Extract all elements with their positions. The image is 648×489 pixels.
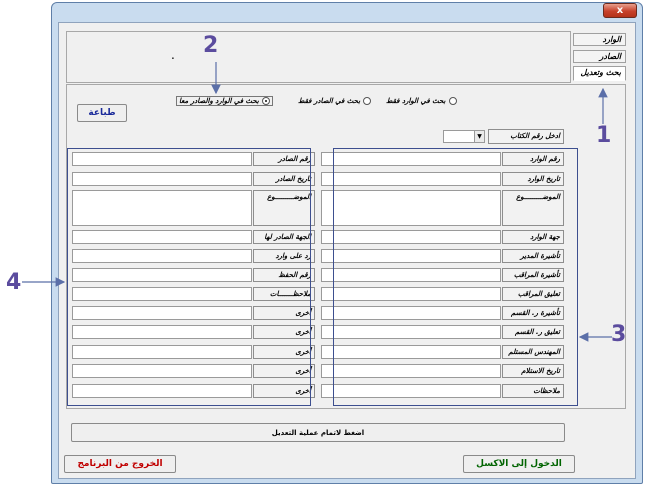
chevron-down-icon[interactable]: ▼ (474, 131, 484, 142)
incoming-label-11: ملاحظات (502, 384, 564, 398)
radio-incoming-only-label: بحث في الوارد فقط (386, 97, 446, 105)
outgoing-label-10: أخرى (253, 364, 315, 378)
incoming-label-7: تأشيرة ر. القسم (502, 306, 564, 320)
incoming-label-10: تاريخ الاستلام (502, 364, 564, 378)
annotation-4: 4 (6, 270, 22, 295)
incoming-label-4: تأشيرة المدير (502, 249, 564, 263)
outgoing-label-6: ملاحظـــــــات (253, 287, 315, 301)
close-icon: x (616, 5, 624, 16)
tab-outgoing[interactable]: الصادر (573, 50, 626, 63)
incoming-label-2: الموضـــــــــوع (502, 190, 564, 226)
incoming-label-9: المهندس المستلم (502, 345, 564, 359)
annotation-3: 3 (611, 322, 627, 347)
outgoing-label-7: أخرى (253, 306, 315, 320)
tab-incoming[interactable]: الوارد (573, 33, 626, 46)
radio-both-label: بحث في الوارد والصادر معا (179, 97, 259, 105)
outgoing-label-9: أخرى (253, 345, 315, 359)
incoming-label-0: رقم الوارد (502, 152, 564, 166)
annotation-1: 1 (596, 123, 612, 148)
incoming-label-8: تعليق ر. القسم (502, 325, 564, 339)
incoming-label-6: تعليق المراقب (502, 287, 564, 301)
book-number-label: ادخل رقم الكتاب (488, 129, 564, 144)
print-button[interactable]: طباعة (77, 104, 127, 122)
outgoing-label-3: الجهة الصادر لها (253, 230, 315, 244)
top-panel-dot: . (171, 48, 175, 62)
annotation-2: 2 (203, 33, 219, 58)
radio-outgoing-only-label: بحث في الصادر فقط (298, 97, 361, 105)
tab-search-edit[interactable]: بحث وتعديل (573, 66, 626, 81)
outgoing-label-1: تاريخ الصادر (253, 172, 315, 186)
save-edit-button[interactable]: اضغط لاتمام عملية التعديل (71, 423, 565, 442)
incoming-label-3: جهة الوارد (502, 230, 564, 244)
outgoing-label-2: الموضـــــــــوع (253, 190, 315, 226)
excel-button[interactable]: الدخول إلى الاكسل (463, 455, 575, 473)
exit-button[interactable]: الخروج من البرنامج (64, 455, 176, 473)
outgoing-label-11: أخرى (253, 384, 315, 398)
outgoing-label-4: رد على وارد (253, 249, 315, 263)
outgoing-label-8: أخرى (253, 325, 315, 339)
incoming-label-1: تاريخ الوارد (502, 172, 564, 186)
outgoing-label-5: رقم الحفظ (253, 268, 315, 282)
outgoing-label-0: رقم الصادر (253, 152, 315, 166)
incoming-label-5: تأشيرة المراقب (502, 268, 564, 282)
